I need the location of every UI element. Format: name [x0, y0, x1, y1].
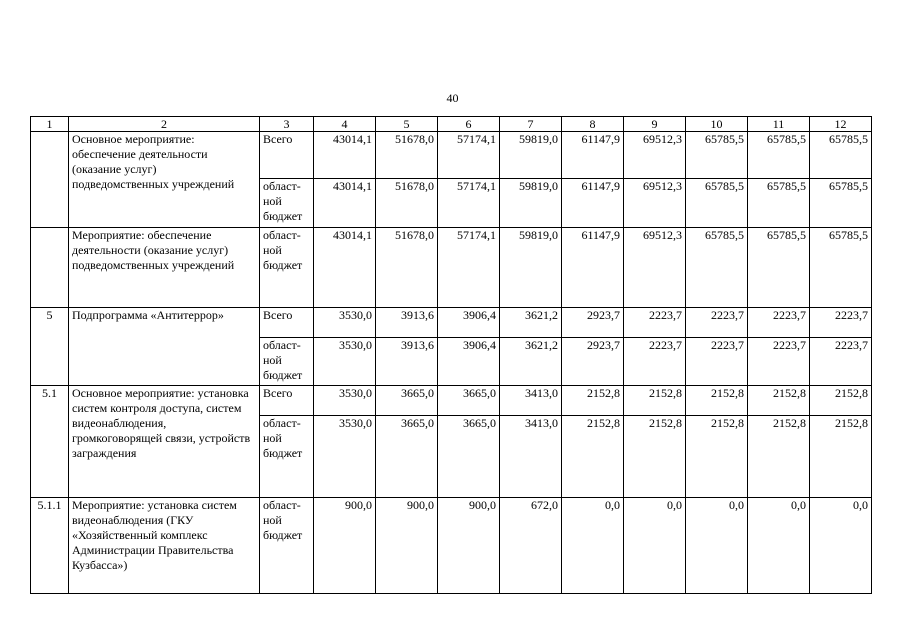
header-cell: 10	[686, 117, 748, 132]
header-cell: 9	[624, 117, 686, 132]
value-cell: 3665,0	[438, 386, 500, 416]
funding-source: област-ной бюджет	[260, 338, 314, 386]
value-cell: 2923,7	[562, 308, 624, 338]
table-row	[31, 132, 872, 179]
value-cell: 65785,5	[810, 179, 872, 228]
value-cell: 59819,0	[500, 179, 562, 228]
value-cell: 65785,5	[686, 132, 748, 179]
value-cell: 65785,5	[810, 132, 872, 179]
funding-source: област-ной бюджет	[260, 416, 314, 498]
value-cell: 51678,0	[376, 132, 438, 179]
value-cell: 69512,3	[624, 132, 686, 179]
value-cell: 2223,7	[624, 338, 686, 386]
value-cell: 69512,3	[624, 228, 686, 308]
row-title: Подпрограмма «Антитеррор»	[69, 308, 260, 386]
value-cell: 69512,3	[624, 179, 686, 228]
table-row	[31, 308, 872, 338]
value-cell: 2152,8	[686, 386, 748, 416]
row-number: 5.1	[31, 386, 69, 498]
header-cell: 6	[438, 117, 500, 132]
value-cell: 3665,0	[438, 416, 500, 498]
value-cell: 3913,6	[376, 308, 438, 338]
header-cell: 2	[69, 117, 260, 132]
header-cell: 8	[562, 117, 624, 132]
value-cell: 43014,1	[314, 132, 376, 179]
funding-source: област-ной бюджет	[260, 228, 314, 308]
value-cell: 2223,7	[686, 338, 748, 386]
value-cell: 3621,2	[500, 338, 562, 386]
value-cell: 2152,8	[562, 386, 624, 416]
value-cell: 51678,0	[376, 179, 438, 228]
value-cell: 900,0	[314, 498, 376, 594]
value-cell: 3530,0	[314, 416, 376, 498]
value-cell: 2223,7	[748, 308, 810, 338]
value-cell: 2152,8	[748, 416, 810, 498]
row-title: Основное мероприятие: обеспечение деятельности (оказание услуг) подведомственных учреждений	[69, 132, 260, 228]
table-row	[31, 386, 872, 416]
value-cell: 900,0	[438, 498, 500, 594]
funding-source: Всего	[260, 132, 314, 179]
value-cell: 43014,1	[314, 179, 376, 228]
value-cell: 43014,1	[314, 228, 376, 308]
value-cell: 3913,6	[376, 338, 438, 386]
value-cell: 2152,8	[562, 416, 624, 498]
value-cell: 57174,1	[438, 132, 500, 179]
value-cell: 2152,8	[810, 386, 872, 416]
header-cell: 3	[260, 117, 314, 132]
header-cell: 12	[810, 117, 872, 132]
value-cell: 0,0	[624, 498, 686, 594]
value-cell: 65785,5	[748, 179, 810, 228]
value-cell: 2152,8	[624, 386, 686, 416]
value-cell: 0,0	[810, 498, 872, 594]
header-cell: 4	[314, 117, 376, 132]
value-cell: 51678,0	[376, 228, 438, 308]
value-cell: 3906,4	[438, 338, 500, 386]
value-cell: 59819,0	[500, 228, 562, 308]
value-cell: 3906,4	[438, 308, 500, 338]
funding-source: Всего	[260, 308, 314, 338]
value-cell: 57174,1	[438, 179, 500, 228]
value-cell: 3530,0	[314, 308, 376, 338]
value-cell: 2223,7	[810, 308, 872, 338]
value-cell: 65785,5	[748, 132, 810, 179]
value-cell: 65785,5	[810, 228, 872, 308]
value-cell: 2223,7	[624, 308, 686, 338]
value-cell: 3665,0	[376, 386, 438, 416]
value-cell: 0,0	[748, 498, 810, 594]
table-body	[31, 117, 872, 594]
row-title: Мероприятие: установка систем видеонаблюдения (ГКУ «Хозяйственный комплекс Администрации Правительства Кузбасса»)	[69, 498, 260, 594]
funding-source: Всего	[260, 386, 314, 416]
value-cell: 61147,9	[562, 228, 624, 308]
value-cell: 59819,0	[500, 132, 562, 179]
header-cell: 7	[500, 117, 562, 132]
value-cell: 3530,0	[314, 338, 376, 386]
row-number: 5	[31, 308, 69, 386]
value-cell: 61147,9	[562, 179, 624, 228]
value-cell: 65785,5	[686, 179, 748, 228]
page-number: 40	[446, 91, 459, 105]
funding-source: област-ной бюджет	[260, 498, 314, 594]
value-cell: 2223,7	[810, 338, 872, 386]
header-cell: 11	[748, 117, 810, 132]
value-cell: 3621,2	[500, 308, 562, 338]
header-cell: 5	[376, 117, 438, 132]
value-cell: 2223,7	[748, 338, 810, 386]
row-number	[31, 228, 69, 308]
row-title: Основное мероприятие: установка систем контроля доступа, систем видеонаблюдения, громкоговорящей связи, устройств заграждения	[69, 386, 260, 498]
value-cell: 57174,1	[438, 228, 500, 308]
value-cell: 61147,9	[562, 132, 624, 179]
table-row	[31, 228, 872, 308]
value-cell: 3413,0	[500, 416, 562, 498]
value-cell: 0,0	[562, 498, 624, 594]
table-row	[31, 498, 872, 594]
funding-source: област-ной бюджет	[260, 179, 314, 228]
value-cell: 2152,8	[748, 386, 810, 416]
value-cell: 0,0	[686, 498, 748, 594]
value-cell: 3530,0	[314, 386, 376, 416]
value-cell: 65785,5	[686, 228, 748, 308]
value-cell: 2152,8	[686, 416, 748, 498]
value-cell: 3665,0	[376, 416, 438, 498]
value-cell: 900,0	[376, 498, 438, 594]
value-cell: 3413,0	[500, 386, 562, 416]
value-cell: 2923,7	[562, 338, 624, 386]
budget-table	[30, 116, 872, 594]
value-cell: 672,0	[500, 498, 562, 594]
value-cell: 2152,8	[624, 416, 686, 498]
value-cell: 65785,5	[748, 228, 810, 308]
row-number	[31, 132, 69, 228]
value-cell: 2152,8	[810, 416, 872, 498]
header-row	[31, 117, 872, 132]
row-number: 5.1.1	[31, 498, 69, 594]
header-cell: 1	[31, 117, 69, 132]
row-title: Мероприятие: обеспечение деятельности (оказание услуг) подведомственных учреждений	[69, 228, 260, 308]
value-cell: 2223,7	[686, 308, 748, 338]
